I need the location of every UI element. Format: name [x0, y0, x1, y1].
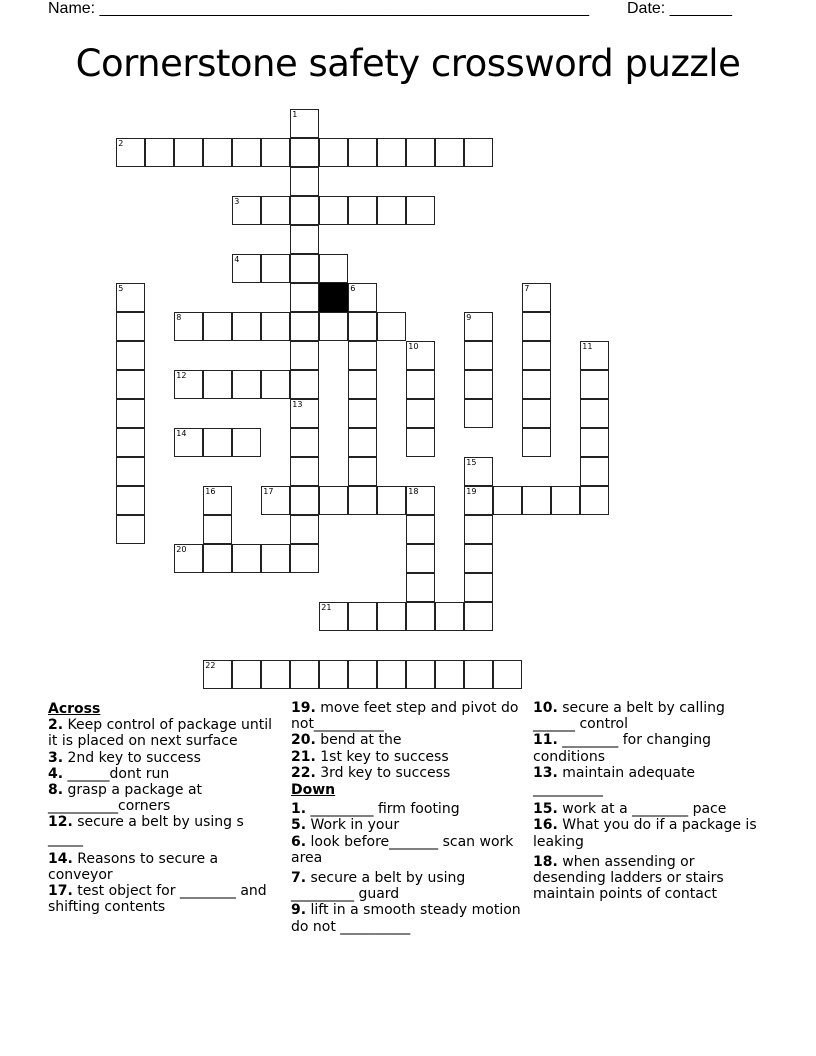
grid-cell[interactable]: [145, 138, 174, 167]
clue-number: 9: [466, 313, 472, 323]
grid-cell[interactable]: [290, 341, 319, 370]
grid-cell[interactable]: [290, 457, 319, 486]
grid-cell[interactable]: [348, 370, 377, 399]
grid-cell[interactable]: [464, 544, 493, 573]
clue-number: 12: [176, 371, 187, 381]
clue-number: 16: [205, 487, 216, 497]
grid-cell[interactable]: [377, 138, 406, 167]
clue-across-17: 17. test object for ________ and shifting contents: [48, 883, 267, 916]
grid-cell[interactable]: [406, 544, 435, 573]
grid-cell[interactable]: [464, 486, 493, 515]
grid-cell[interactable]: [232, 138, 261, 167]
grid-cell[interactable]: [522, 428, 551, 457]
grid-cell[interactable]: [406, 428, 435, 457]
clue-number: 13: [292, 400, 303, 410]
grid-cell[interactable]: [174, 428, 203, 457]
grid-cell[interactable]: [464, 660, 493, 689]
grid-cell[interactable]: [290, 515, 319, 544]
grid-cell[interactable]: [319, 602, 348, 631]
grid-cell[interactable]: [348, 312, 377, 341]
grid-cell[interactable]: [406, 660, 435, 689]
grid-cell[interactable]: [116, 457, 145, 486]
grid-cell[interactable]: [406, 196, 435, 225]
grid-cell[interactable]: [377, 312, 406, 341]
grid-cell[interactable]: [580, 341, 609, 370]
clue-number: 2: [118, 139, 124, 149]
grid-cell[interactable]: [261, 196, 290, 225]
grid-cell[interactable]: [464, 399, 493, 428]
grid-cell[interactable]: [348, 138, 377, 167]
grid-cell[interactable]: [232, 312, 261, 341]
grid-cell[interactable]: [580, 428, 609, 457]
grid-cell[interactable]: [261, 486, 290, 515]
grid-cell[interactable]: [377, 486, 406, 515]
grid-cell[interactable]: [580, 370, 609, 399]
clue-number: 1: [292, 110, 298, 120]
grid-cell[interactable]: [290, 399, 319, 428]
grid-cell[interactable]: [203, 486, 232, 515]
grid-cell[interactable]: [203, 138, 232, 167]
grid-cell[interactable]: [232, 544, 261, 573]
grid-cell[interactable]: [522, 370, 551, 399]
clue-number: 18: [408, 487, 419, 497]
clue-across-14: 14. Reasons to secure a conveyor: [48, 850, 219, 884]
grid-cell[interactable]: [174, 544, 203, 573]
grid-cell[interactable]: [203, 515, 232, 544]
clue-across-2: 2. Keep control of package until it is placed on next surface: [48, 717, 273, 750]
grid-cell[interactable]: [116, 370, 145, 399]
clue-across-4: 4. ______dont run: [48, 765, 170, 782]
clue-down-10: 10. secure a belt by calling ______ control: [533, 700, 725, 733]
grid-cell[interactable]: [522, 312, 551, 341]
grid-cell[interactable]: [580, 457, 609, 486]
grid-cell[interactable]: [348, 399, 377, 428]
grid-cell[interactable]: [580, 486, 609, 515]
grid-cell[interactable]: [319, 254, 348, 283]
grid-cell[interactable]: [290, 312, 319, 341]
grid-cell[interactable]: [203, 370, 232, 399]
grid-cell[interactable]: [116, 515, 145, 544]
grid-cell[interactable]: [406, 138, 435, 167]
grid-cell[interactable]: [406, 370, 435, 399]
grid-cell[interactable]: [522, 341, 551, 370]
header: [48, 0, 748, 20]
grid-cell[interactable]: [116, 138, 145, 167]
grid-cell[interactable]: [232, 660, 261, 689]
grid-cell[interactable]: [348, 283, 377, 312]
grid-cell[interactable]: [290, 370, 319, 399]
grid-cell[interactable]: [203, 544, 232, 573]
grid-cell[interactable]: [406, 399, 435, 428]
grid-cell[interactable]: [203, 312, 232, 341]
grid-cell[interactable]: [319, 486, 348, 515]
clue-number: 11: [582, 342, 593, 352]
grid-cell[interactable]: [116, 283, 145, 312]
grid-cell[interactable]: [377, 660, 406, 689]
grid-cell[interactable]: [348, 428, 377, 457]
grid-cell[interactable]: [464, 341, 493, 370]
clue-number: 5: [118, 284, 124, 294]
grid-cell[interactable]: [464, 370, 493, 399]
date-field-label: Date: _______: [627, 0, 732, 17]
grid-cell[interactable]: [319, 660, 348, 689]
grid-cell[interactable]: [290, 109, 319, 138]
grid-cell[interactable]: [406, 515, 435, 544]
clue-number: 3: [234, 197, 240, 207]
grid-cell[interactable]: [406, 486, 435, 515]
clue-down-7: 7. secure a belt by using _________ guard: [291, 870, 466, 903]
clue-down-1: 1. _________ firm footing: [291, 801, 460, 818]
grid-cell[interactable]: [377, 196, 406, 225]
clue-number: 6: [350, 284, 356, 294]
clue-number: 17: [263, 487, 274, 497]
grid-cell[interactable]: [406, 602, 435, 631]
grid-cell[interactable]: [348, 457, 377, 486]
clue-number: 8: [176, 313, 182, 323]
clues-column-2: [291, 700, 521, 935]
down-heading: Down: [291, 782, 336, 799]
grid-cell[interactable]: [290, 486, 319, 515]
grid-cell[interactable]: [348, 602, 377, 631]
grid-cell[interactable]: [290, 283, 319, 312]
grid-cell[interactable]: [435, 660, 464, 689]
clue-number: 10: [408, 342, 419, 352]
grid-cell[interactable]: [377, 602, 406, 631]
clue-number: 14: [176, 429, 187, 439]
grid-cell[interactable]: [116, 312, 145, 341]
grid-cell[interactable]: [319, 196, 348, 225]
grid-cell[interactable]: [464, 573, 493, 602]
clues-column-3: [533, 700, 763, 902]
clue-number: 22: [205, 661, 216, 671]
clue-number: 20: [176, 545, 187, 555]
grid-cell[interactable]: [406, 341, 435, 370]
grid-cell[interactable]: [290, 544, 319, 573]
grid-cell[interactable]: [174, 138, 203, 167]
clue-down-16: 16. What you do if a package is leaking: [533, 817, 757, 850]
grid-cell[interactable]: [290, 254, 319, 283]
grid-cell[interactable]: [580, 399, 609, 428]
grid-cell[interactable]: [290, 660, 319, 689]
clue-down-5: 5. Work in your: [291, 817, 400, 834]
clue-number: 21: [321, 603, 332, 613]
clue-down-18: 18. when assending or desending ladders or stairs maintain points of contact: [533, 853, 724, 903]
grid-cell[interactable]: [232, 196, 261, 225]
page-title: Cornerstone safety crossword puzzle: [75, 42, 741, 85]
grid-cell[interactable]: [493, 486, 522, 515]
grid-cell[interactable]: [319, 138, 348, 167]
name-field-label: Name: _______________________________________________________: [48, 0, 589, 17]
grid-cell[interactable]: [261, 254, 290, 283]
clue-number: 19: [466, 487, 477, 497]
grid-cell[interactable]: [203, 428, 232, 457]
black-cell: [319, 283, 348, 312]
grid-cell[interactable]: [261, 370, 290, 399]
grid-cell[interactable]: [290, 428, 319, 457]
grid-cell[interactable]: [464, 602, 493, 631]
grid-cell[interactable]: [232, 428, 261, 457]
clue-across-3: 3. 2nd key to success: [48, 749, 201, 766]
clue-across-21: 21. 1st key to success: [291, 748, 449, 765]
grid-cell[interactable]: [522, 399, 551, 428]
grid-cell[interactable]: [464, 457, 493, 486]
grid-cell[interactable]: [464, 312, 493, 341]
grid-cell[interactable]: [116, 341, 145, 370]
grid-cell[interactable]: [348, 196, 377, 225]
clue-across-22: 22. 3rd key to success: [291, 764, 451, 781]
grid-cell[interactable]: [348, 341, 377, 370]
grid-cell[interactable]: [551, 486, 580, 515]
grid-cell[interactable]: [174, 370, 203, 399]
clue-number: 15: [466, 458, 477, 468]
clue-across-19: 19. move feet step and pivot do not__________: [291, 700, 519, 733]
clue-down-13: 13. maintain adequate __________: [533, 764, 696, 798]
grid-cell[interactable]: [232, 370, 261, 399]
grid-cell[interactable]: [406, 573, 435, 602]
clue-down-9: 9. lift in a smooth steady motion do not __________: [291, 902, 521, 935]
grid-cell[interactable]: [464, 138, 493, 167]
grid-cell[interactable]: [464, 515, 493, 544]
grid-cell[interactable]: [174, 312, 203, 341]
grid-cell[interactable]: [116, 428, 145, 457]
grid-cell[interactable]: [116, 486, 145, 515]
clue-across-20: 20. bend at the: [291, 732, 402, 749]
clue-down-15: 15. work at a ________ pace: [533, 801, 727, 818]
grid-cell[interactable]: [261, 312, 290, 341]
clues-column-1: [48, 700, 273, 916]
grid-cell[interactable]: [232, 254, 261, 283]
grid-cell[interactable]: [522, 486, 551, 515]
grid-cell[interactable]: [348, 660, 377, 689]
grid-cell[interactable]: [435, 138, 464, 167]
grid-cell[interactable]: [290, 196, 319, 225]
clue-down-6: 6. look before_______ scan work area: [291, 833, 514, 866]
grid-cell[interactable]: [116, 399, 145, 428]
grid-cell[interactable]: [203, 660, 232, 689]
grid-cell[interactable]: [290, 225, 319, 254]
clue-number: 4: [234, 255, 240, 265]
clue-number: 7: [524, 284, 530, 294]
grid-cell[interactable]: [522, 283, 551, 312]
grid-cell[interactable]: [290, 167, 319, 196]
clue-down-11: 11. ________ for changing conditions: [533, 732, 711, 765]
grid-cell[interactable]: [348, 486, 377, 515]
grid-cell[interactable]: [493, 660, 522, 689]
grid-cell[interactable]: [261, 544, 290, 573]
grid-cell[interactable]: [261, 138, 290, 167]
grid-cell[interactable]: [435, 602, 464, 631]
clue-across-8: 8. grasp a package at __________corners: [48, 782, 203, 815]
across-heading: Across: [48, 701, 101, 717]
clue-across-12: 12. secure a belt by using s _____: [48, 814, 244, 847]
grid-cell[interactable]: [290, 138, 319, 167]
grid-cell[interactable]: [261, 660, 290, 689]
crossword-grid: [117, 110, 617, 700]
grid-cell[interactable]: [319, 312, 348, 341]
